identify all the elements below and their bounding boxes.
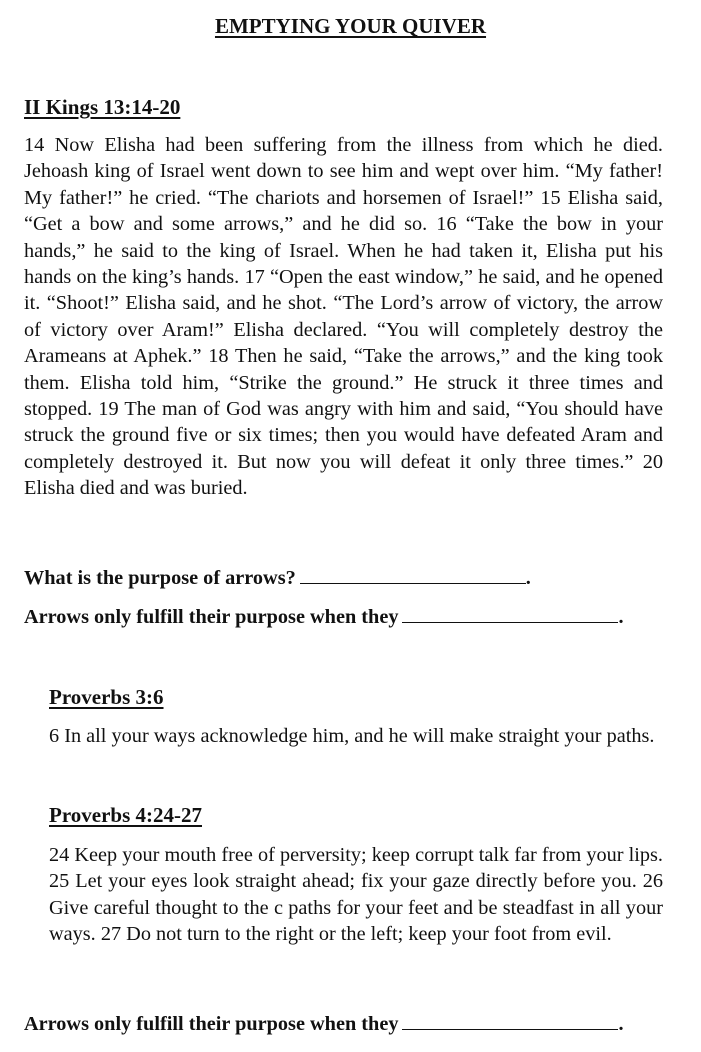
question-end: . <box>618 1013 624 1035</box>
scripture-kings: 14 Now Elisha had been suffering from the illness from which he died. Jehoash king of Israel went down to see him and wept over him. “My father! My father!” he cried. “The chariots and horsemen of Israel!” 15 Elisha said, “Get a bow and some arrows,” and he did so. 16 “Take the bow in your hands,” he said to the king of Israel. When he had taken it, Elisha put his hands on the king’s hands. 17 “Open the east window,” he said, and he opened it. “Shoot!” Elisha said, and he shot. “The Lord’s arrow of victory, the arrow of victory over Aram!” Elisha declared. “You will completely destroy the Arameans at Aphek.” 18 Then he said, “Take the arrows,” and the king took them. Elisha told him, “Strike the ground.” He struck it three times and stopped. 19 The man of God was angry with him and said, “You should have struck the ground five or six times; then you would have defeated Aram and completely destroyed it. But now you will defeat it only three times.” 20 Elisha died and was buried. <box>24 134 663 500</box>
question-text: Arrows only fulfill their purpose when they <box>24 1013 399 1035</box>
scripture-proverbs-4: 24 Keep your mouth free of perversity; keep corrupt talk far from your lips. 25 Let your eyes look straight ahead; fix your gaze directly before you. 26 Give careful thought to the c paths for your feet and be steadfast in all your ways. 27 Do not turn to the right or the left; keep your foot from evil. <box>49 844 663 946</box>
section-heading-proverbs-4: Proverbs 4:24-27 <box>49 803 202 827</box>
question-text: What is the purpose of arrows? <box>24 567 296 589</box>
page-title-text: EMPTYING YOUR QUIVER <box>214 14 487 38</box>
question-purpose <box>24 567 531 590</box>
answer-blank[interactable] <box>402 621 618 623</box>
question-fulfill-2 <box>24 1013 624 1036</box>
page-title <box>0 14 701 39</box>
scripture-proverbs-3: 6 In all your ways acknowledge him, and he will make straight your paths. <box>49 725 655 747</box>
question-text: Arrows only fulfill their purpose when they <box>24 606 399 628</box>
question-end: . <box>525 567 531 589</box>
answer-blank[interactable] <box>300 582 526 584</box>
section-heading-proverbs-3: Proverbs 3:6 <box>49 685 164 709</box>
question-fulfill-1 <box>24 606 624 629</box>
question-end: . <box>618 606 624 628</box>
answer-blank[interactable] <box>402 1028 618 1030</box>
section-heading-kings: II Kings 13:14-20 <box>24 95 181 119</box>
